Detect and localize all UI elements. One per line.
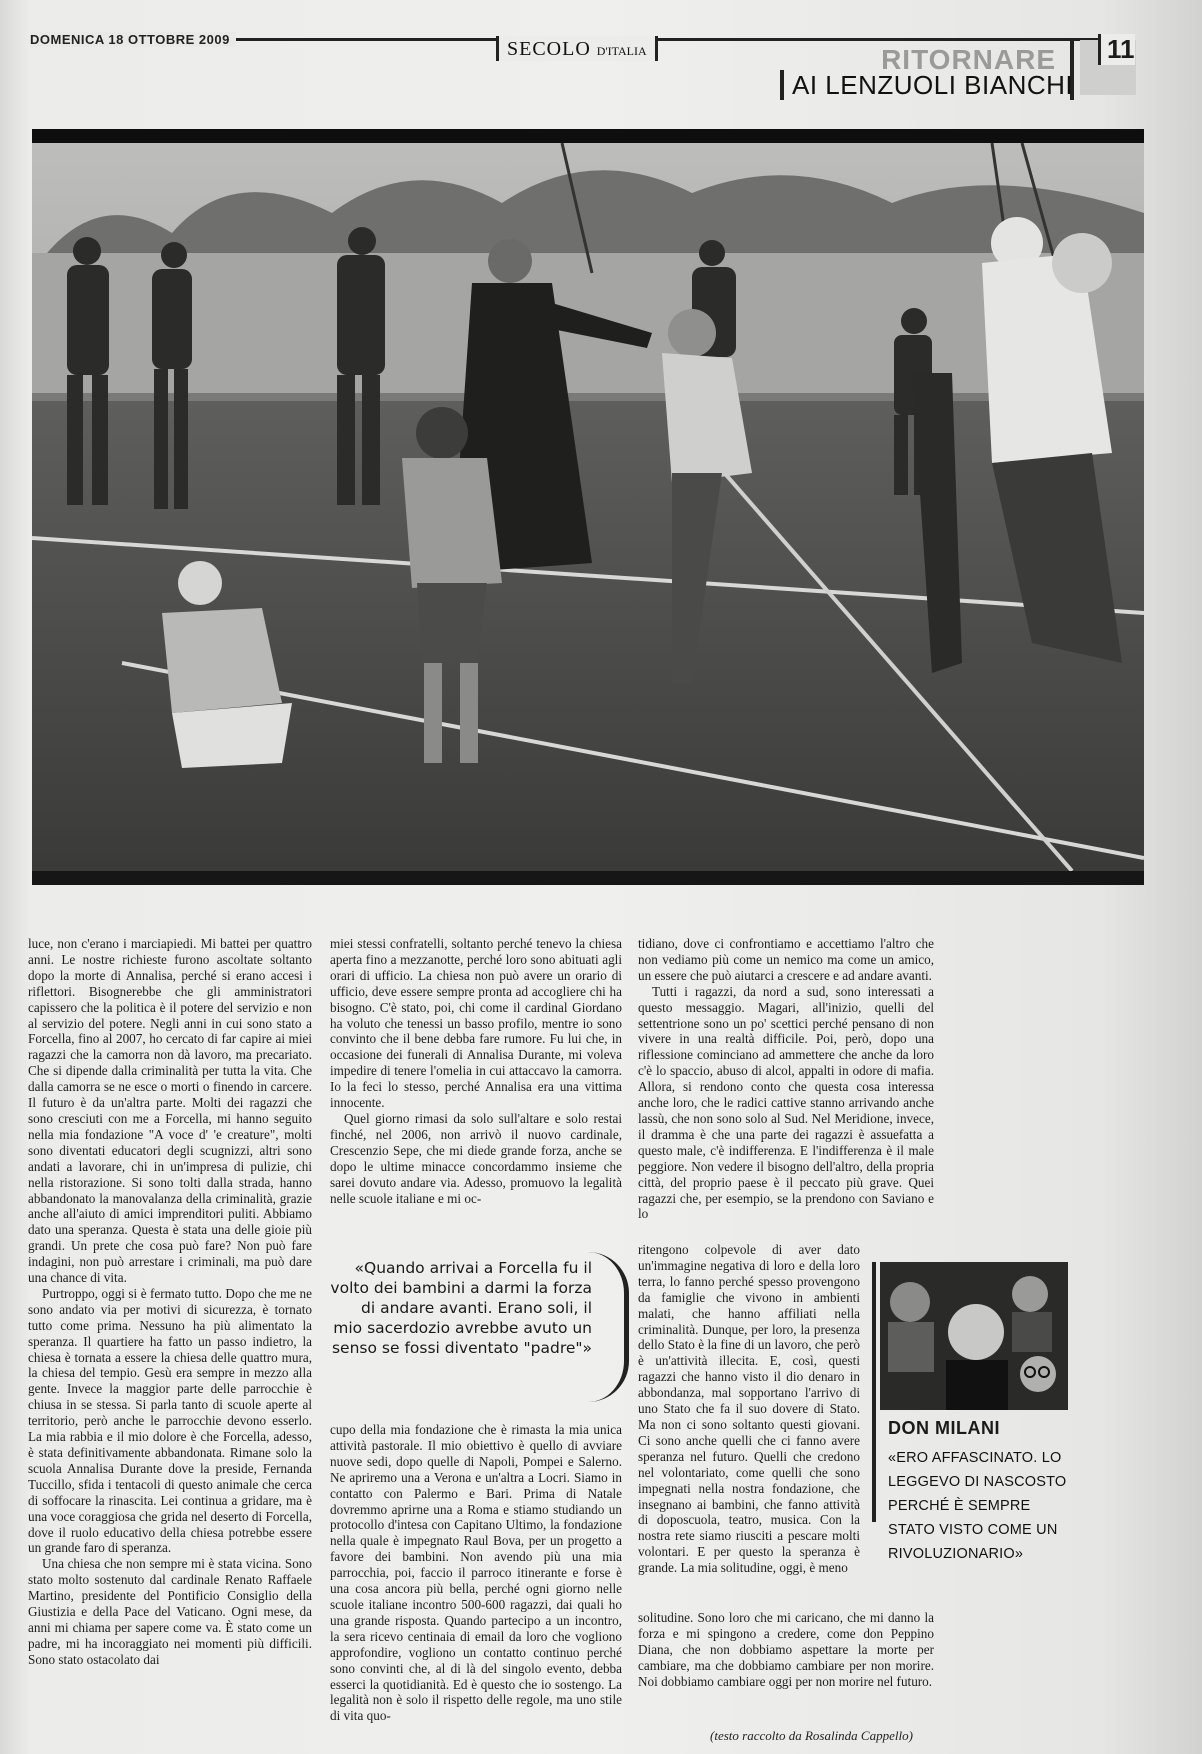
main-photo — [32, 129, 1144, 885]
paragraph: luce, non c'erano i marciapiedi. Mi battei per quattro anni. Le nostre richieste furono ascoltate soltanto dopo la morte di Annalisa, perché si erano accesi i riflettori. Bisognerebbe che gli amministratori capissero che la politica è il potere del servizio e non al servizio del potere. Negli anni in cui sono stato a Forcella, fino al 2007, ho cercato di far capire ai miei ragazzi che la camorra non dà lavoro, ma precariato. Che si dipende dalla criminalità per tutta la vita. Che dalla camorra se ne esce o morti o finendo in carcere. Il futuro è da un'altra parte. Molti dei ragazzi che sono cresciuti con me a Forcella, mi hanno seguito nella mia fondazione "A voce d' 'e creature", molti sono diventati educatori degli scugnizzi, altri sono andati a lavorare, chi in un'impresa di pulizie, chi nella ristorazione. Si sono tolti dalla strada, hanno abbandonato la manovalanza della criminalità, grazie anche all'aiuto di amici imprenditori puliti. Abbiamo dato una speranza. Questa è stata una delle gioie più grandi. Un prete che cosa può fare? Non può fare indagini, non può arrestare i criminali, ma può dare una chance di vita. — [28, 936, 312, 1286]
box-quote: «ERO AFFASCINATO. LO LEGGEVO DI NASCOSTO PERCHÉ È SEMPRE STATO VISTO COME UN RIVOLUZIONARIO» — [888, 1450, 1067, 1562]
paragraph: Quel giorno rimasi da solo sull'altare e solo restai finché, nel 2006, non arrivò il nuovo cardinale, Crescenzio Sepe, che mi diede grande forza, anche se dopo le ultime minacce concordammo insieme che sarei dovuto andare via. Adesso, promuovo la legalità nelle scuole italiane e mi oc- — [330, 1110, 622, 1206]
box-rule — [872, 1262, 876, 1522]
paragraph: cupo della mia fondazione che è rimasta la mia unica attività pastorale. Il mio obiettivo è quello di avviare nuove sedi, dopo quelle di Napoli, Pompei e Salerno. Ne apriremo una a Verona e un'altra a Locri. Siamo in contatto con Palermo e Bari. Prima di Natale dovremmo aprirne una a Roma e stiamo studiando un protocollo d'intesa con Capitano Ultimo, la fondazione nella quale è impegnato Raul Bova, per un progetto a favore dei bambini. Non avendo più una mia parrocchia, poi, faccio il parroco itinerante e forse è una cosa ancora più bella, perché ogni giorno nelle scuole italiane incontro 500-600 ragazzi, dai quali ho una grande risposta. Quando partecipo a un incontro, la sera ricevo centinaia di email da loro che vogliono approfondire, vogliono un contatto continuo perché sono convinti che, al di là del singolo evento, debba esserci la quotidianità. Ed è questo che io sostengo. La legalità non è solo il rispetto delle regole, ma uno stile di vita quo- — [330, 1422, 622, 1724]
paragraph: tidiano, dove ci confrontiamo e accettiamo l'altro che non vediamo più come un nemico ma come un amico, un essere che può aiutarci a crescere e ad andare avanti. — [638, 936, 934, 983]
paragraph: Purtroppo, oggi si è fermato tutto. Dopo che me ne sono andato via per motivi di sicurezza, è tornato tutto come prima. Nessuno ha più alimentato la speranza. Il quartiere ha fatto un passo indietro, la chiesa è tornata a essere la chiesa delle quattro mura, la chiesa del tempio. Gesù era sempre in mezzo alla gente. Invece la maggior parte delle parrocchie è chiusa in se stessa. Si parla tanto di scuole aperte al territorio, però anche le parrocchie devono esserlo. La mia rabbia e il mio dolore è che Forcella, adesso, è stata definitivamente abbandonata. Rimane solo la scuola Annalisa Durante dove la preside, Fernanda Tuccillo, sfida i tentacoli di questo animale che cerca di soffocare la rinascita. Lei continua a gridare, ma è una voce coraggiosa che grida nel deserto di Forcella, dove il ruolo educativo della chiesa potrebbe essere un grande faro di speranza. — [28, 1285, 312, 1556]
paragraph: Una chiesa che non sempre mi è stata vicina. Sono stato molto sostenuto dal cardinale Renato Raffaele Martino, presidente del Pontificio Consiglio della Giustizia e della Pace del Vaticano. Ogni mese, da anni mi chiama per sapere come va. È stato come un padre, mi ha incoraggiato nei momenti più difficili. Sono stato ostacolato dai — [28, 1556, 312, 1667]
article-column-2 — [330, 936, 622, 1206]
priest-playing-with-children-icon — [32, 143, 1144, 871]
article-column-3 — [638, 936, 934, 1222]
page-number: 11 — [1098, 34, 1135, 65]
paragraph: Tutti i ragazzi, da nord a sud, sono interessati a questo messaggio. Magari, all'inizio, quelli del settentrione sono un po' scettici perché pensano di non vivere in una realtà difficile. Poi, però, dopo una riflessione cominciano ad ammettere che anche da loro c'è lo spaccio, abuso di alcol, appalti in odore di mafia. Allora, si rendono conto che questa cosa interessa anche loro, che le radici cattive stanno arrivando anche lassù, che non sono solo al Sud. Nel Meridione, invece, il dramma è che una parte dei ragazzi è assuefatta a questo male, c'è indifferenza. E l'indifferenza è il male peggiore. Non vedere il bisogno dell'altro, della propria città, del proprio paese è il peccato più grave. Quei ragazzi che, per esempio, se la prendono con Saviano e lo — [638, 983, 934, 1222]
article-column-1 — [28, 936, 312, 1668]
author-credit: (testo raccolto da Rosalinda Cappello) — [710, 1728, 913, 1743]
box-photo — [880, 1262, 1068, 1410]
newspaper-name-suffix: D'ITALIA — [596, 44, 647, 58]
newspaper-name-main: SECOLO — [507, 38, 591, 60]
paragraph: solitudine. Sono loro che mi caricano, che mi danno la forza e mi spingono a credere, come don Peppino Diana, che non dobbiamo aspettare la morte per cambiare, ma che dobbiamo cambiare per non morire. Noi dobbiamo cambiare oggi per non morire nel futuro. — [638, 1610, 934, 1689]
article-column-3-end — [638, 1610, 934, 1690]
paragraph: ritengono colpevole di aver dato un'immagine negativa di loro e della loro terra, lo fanno perché spesso provengono da famiglie che vivono in ambienti malati, che hanno affiliati nella criminalità. Dunque, per loro, la presenza dello Stato è la fine di un lavoro, che però è un'attività illecita. E, così, questi ragazzi che hanno visto il dio denaro in abbondanza, mal sopportano l'arrivo di uno Stato che fa il suo dovere di Stato. Ma non ci sono soltanto questi giovani. Ci sono anche quelli che ci fanno avere speranza nel futuro. Quelli che credono nel volontariato, come quelli che sono impegnati nella nostra fondazione, che insegnano ai bambini, che fanno attività di doposcuola, teatro, musica. Con la nostra rete siamo riusciti a pescare molti volontari. E per questo la speranza è grande. La mia solitudine, oggi, è meno — [638, 1242, 860, 1576]
newspaper-name — [496, 36, 658, 61]
pull-quote-bracket — [588, 1252, 629, 1402]
paragraph: miei stessi confratelli, soltanto perché tenevo la chiesa aperta fino a mezzanotte, perché loro sono abituati agli orari di ufficio. La chiesa non può avere un orario di ufficio, deve essere sempre pronta ad accogliere chi ha bisogno. C'è stato, poi, chi come il cardinal Giordano ha voluto che tenessi un basso profilo, mentre io sono convinto che il bene debba fare rumore. Fu lui che, in occasione dei funerali di Annalisa Durante, mi voleva impedire di tenere l'omelia in cui attaccavo la camorra. Io la feci lo stesso, perché Annalisa era una vittima innocente. — [330, 936, 622, 1111]
pull-quote: «Quando arrivai a Forcella fu il volto dei bambini a darmi la forza di andare avanti. Erano soli, il mio sacerdozio avrebbe avuto un senso se fossi diventato "padre"» — [330, 1259, 592, 1357]
issue-date: DOMENICA 18 OTTOBRE 2009 — [30, 32, 236, 47]
article-column-3-narrow — [638, 1242, 860, 1576]
portrait-with-children-icon — [880, 1262, 1068, 1410]
box-title: DON MILANI — [888, 1418, 1000, 1438]
article-column-2-continued — [330, 1422, 622, 1724]
section-kicker: RITORNARE — [881, 44, 1056, 75]
section-headline: AI LENZUOLI BIANCHI — [780, 70, 1073, 100]
